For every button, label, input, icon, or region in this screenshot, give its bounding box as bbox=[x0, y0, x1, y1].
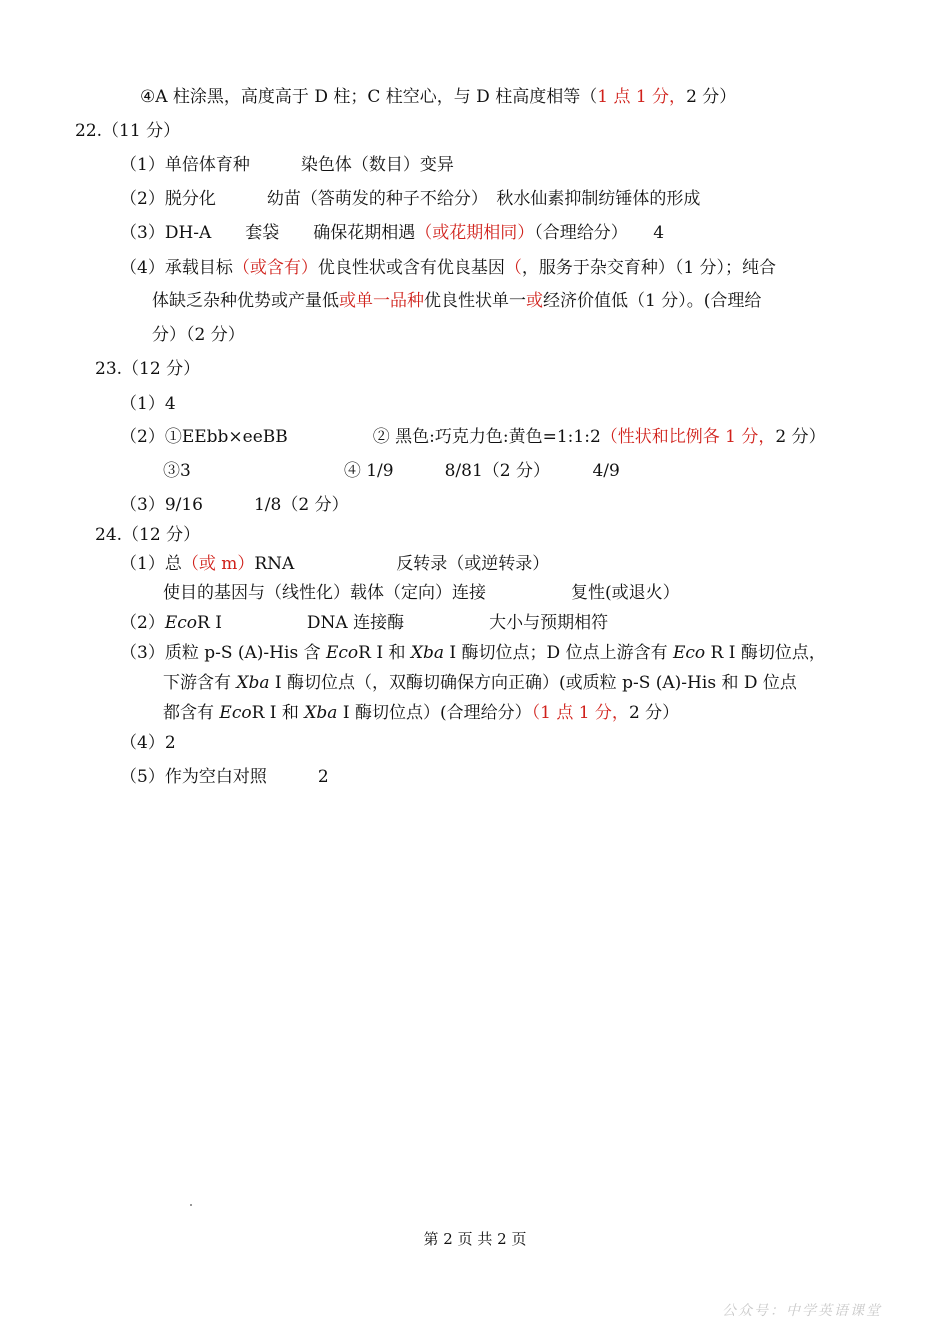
italic-term: Xba bbox=[236, 673, 270, 693]
text: （4）承载目标 bbox=[120, 258, 233, 278]
answer-24-3 bbox=[120, 642, 826, 664]
text: Ⅰ 酶切位点；D 位点上游含有 bbox=[444, 643, 673, 663]
text: 2 分） bbox=[775, 427, 826, 447]
red-note: （或花期相同） bbox=[415, 223, 535, 243]
answer-23-1: （1）4 bbox=[120, 394, 176, 414]
italic-term: Xba bbox=[304, 703, 338, 723]
text: RNA 反转录（或逆转录） bbox=[254, 554, 550, 574]
text: R Ⅰ 和 bbox=[251, 703, 305, 723]
text: 体缺乏杂种优势或产量低 bbox=[152, 291, 339, 311]
answer-22-4 bbox=[120, 257, 776, 279]
text: （合理给分） 4 bbox=[534, 223, 665, 243]
answer-24-5: （5）作为空白对照 2 bbox=[120, 767, 329, 787]
text: 经济价值低（1 分）。(合理给 bbox=[543, 291, 762, 311]
text: ④A 柱涂黑，高度高于 D 柱；C 柱空心，与 D 柱高度相等（ bbox=[140, 87, 598, 107]
italic-term: Eco bbox=[219, 703, 252, 723]
text: ）（1 分）；纯合 bbox=[657, 258, 777, 278]
watermark: 公众号：中学英语课堂 bbox=[722, 1303, 882, 1319]
text: 2 分） bbox=[628, 703, 680, 723]
red-note: 或单一品种 bbox=[339, 291, 424, 311]
stray-dot bbox=[190, 1204, 192, 1206]
text: （3）质粒 p-S (A)-His 含 bbox=[120, 643, 326, 663]
text: 优良性状单一 bbox=[424, 291, 526, 311]
red-paren: （ bbox=[504, 258, 522, 278]
question-22-heading: 22.（11 分） bbox=[75, 121, 181, 141]
answer-22-1: （1）单倍体育种 染色体（数目）变异 bbox=[120, 155, 454, 175]
answer-24-1 bbox=[120, 553, 549, 575]
answer-22-4-cont bbox=[152, 290, 761, 312]
red-note: （性状和比例各 1 分， bbox=[600, 427, 776, 447]
answer-line-21-4 bbox=[140, 86, 736, 108]
answer-24-3-cont bbox=[163, 672, 797, 694]
text: （，服务于杂交育种 bbox=[504, 258, 658, 278]
text: Ⅰ 酶切位点（，双酶切确保方向正确）(或质粒 p-S (A)-His 和 D 位点 bbox=[269, 673, 797, 693]
answer-24-3-cont2 bbox=[163, 702, 679, 724]
answer-23-2 bbox=[120, 426, 826, 448]
text: 优良性状或含有优良基因 bbox=[317, 258, 505, 278]
text: （2） bbox=[120, 613, 165, 633]
answer-24-4: （4）2 bbox=[120, 733, 176, 753]
text: R I 酶切位点， bbox=[705, 643, 826, 663]
question-24-heading: 24.（12 分） bbox=[95, 525, 201, 545]
answer-24-1-cont: 使目的基因与（线性化）载体（定向）连接 复性(或退火） bbox=[163, 583, 680, 603]
text: 都含有 bbox=[163, 703, 220, 723]
answer-23-3: （3）9/16 1/8（2 分） bbox=[120, 495, 349, 515]
italic-term: Eco bbox=[672, 643, 706, 663]
italic-term: Eco bbox=[325, 643, 359, 663]
text: Ⅰ 酶切位点）(合理给分） bbox=[337, 703, 532, 723]
text: 下游含有 bbox=[163, 673, 237, 693]
text: 2 分） bbox=[686, 87, 737, 107]
red-note: 1 点 1 分， bbox=[597, 87, 687, 107]
text: （1）总 bbox=[120, 554, 182, 574]
question-23-heading: 23.（12 分） bbox=[95, 359, 201, 379]
red-note: （或含有） bbox=[232, 258, 318, 278]
red-note: 或 bbox=[526, 291, 543, 311]
italic-term: Eco bbox=[164, 613, 197, 633]
text: （2）①EEbb×eeBB ② 黑色:巧克力色:黄色=1:1:2 bbox=[120, 427, 601, 447]
answer-24-2 bbox=[120, 612, 608, 634]
red-note: （1 点 1 分， bbox=[531, 703, 629, 723]
answer-23-2-cont: ③3 ④ 1/9 8/81（2 分） 4/9 bbox=[163, 461, 620, 481]
page-footer: 第 2 页 共 2 页 bbox=[423, 1230, 527, 1248]
answer-22-4-cont2: 分）（2 分） bbox=[152, 325, 245, 345]
red-note: （或 m） bbox=[181, 554, 255, 574]
text: R Ⅰ DNA 连接酶 大小与预期相符 bbox=[197, 613, 609, 633]
italic-term: Xba bbox=[410, 643, 445, 663]
text: （3）DH-A 套袋 确保花期相遇 bbox=[120, 223, 416, 243]
answer-22-2: （2）脱分化 幼苗（答萌发的种子不给分） 秋水仙素抑制纺锤体的形成 bbox=[120, 189, 701, 209]
answer-22-3 bbox=[120, 222, 664, 244]
text: R Ⅰ 和 bbox=[358, 643, 411, 663]
